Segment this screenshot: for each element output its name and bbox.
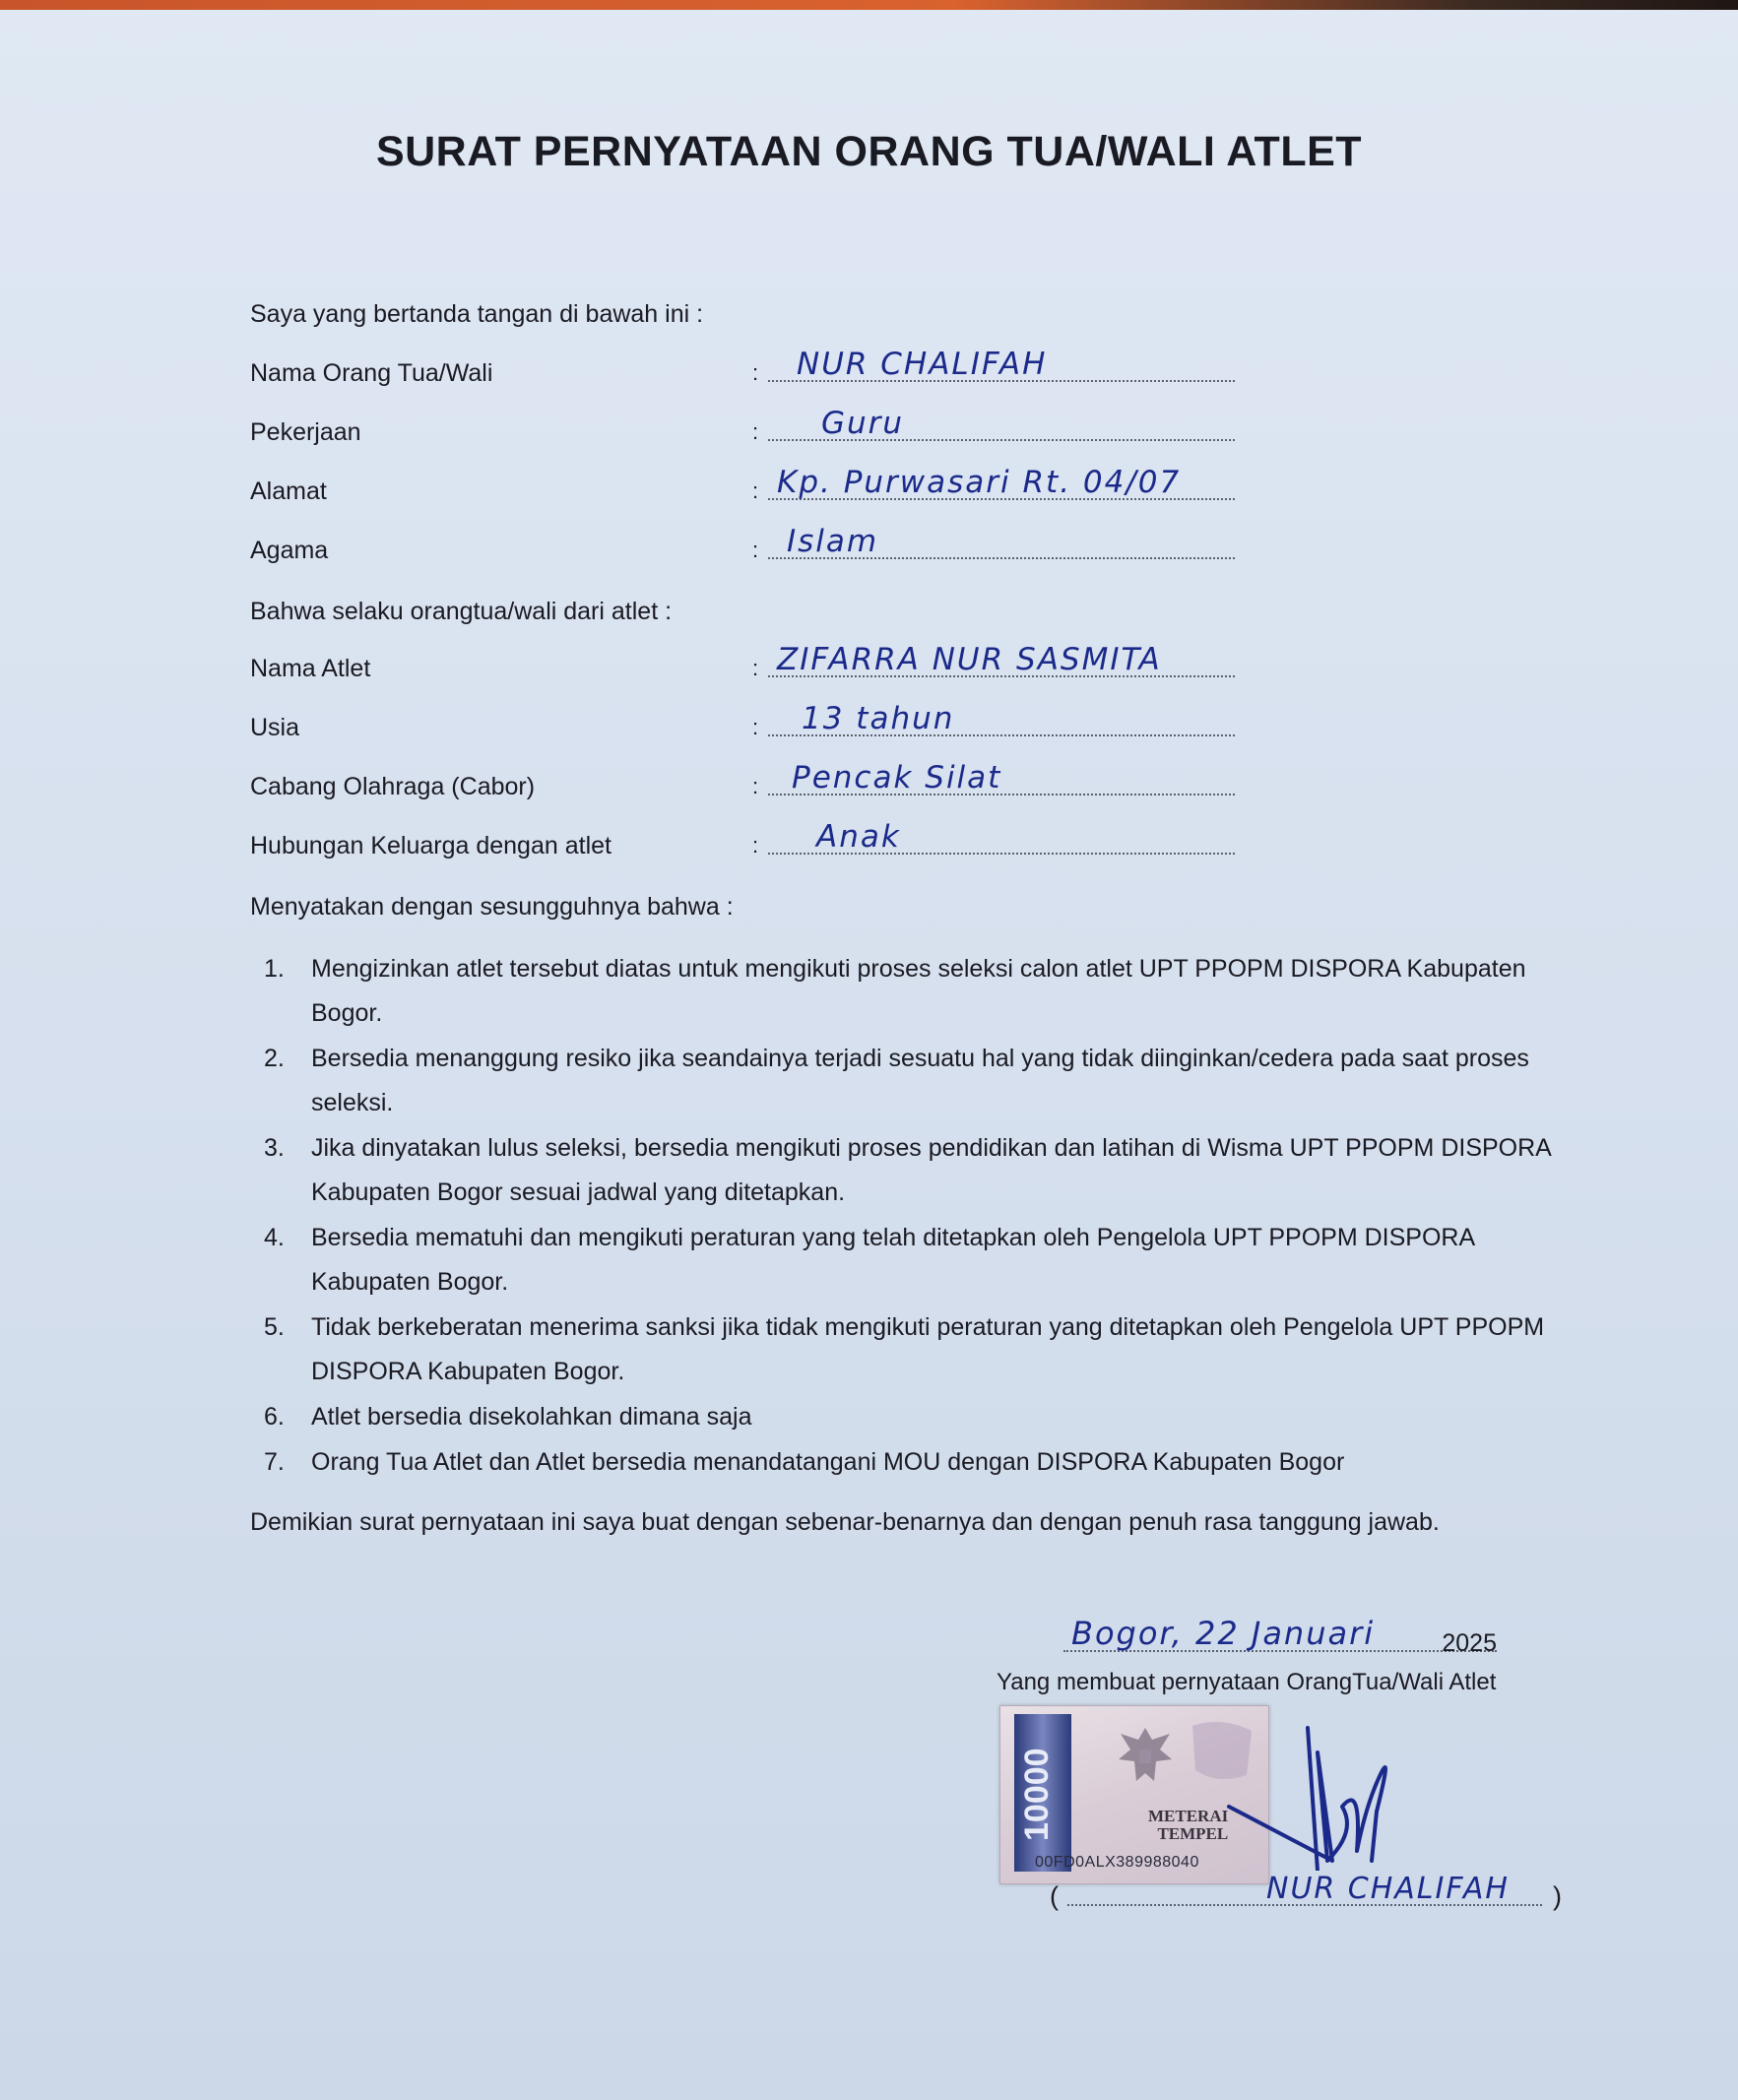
field-value-handwritten: NUR CHALIFAH <box>797 347 1048 382</box>
field-value-handwritten: Guru <box>821 406 905 441</box>
field-label: Usia <box>250 714 300 741</box>
signer-role-text: Yang membuat pernyataan OrangTua/Wali Atlet <box>997 1669 1497 1695</box>
field-row-relationship: Hubungan Keluarga dengan atlet : Anak <box>250 815 1235 864</box>
list-item: 6. Atlet bersedia disekolahkan dimana saja <box>264 1403 752 1431</box>
field-value-handwritten: Pencak Silat <box>792 760 1002 795</box>
field-label: Alamat <box>250 477 327 505</box>
garuda-emblem-icon <box>1111 1720 1180 1799</box>
field-row-age: Usia : 13 tahun <box>250 697 1235 746</box>
signer-name-line: ( NUR CHALIFAH ) <box>1050 1872 1562 1911</box>
field-value-handwritten: 13 tahun <box>802 701 955 736</box>
list-item: 4. Bersedia mematuhi dan mengikuti peraturan yang telah ditetapkan oleh Pengelola UPT PPOPM DISPORA Kabupaten Bogor. <box>264 1224 1474 1296</box>
place-date-handwritten: Bogor, 22 Januari <box>1071 1615 1376 1652</box>
field-value-handwritten: Anak <box>816 819 901 855</box>
field-value-handwritten: Kp. Purwasari Rt. 04/07 <box>777 465 1182 500</box>
handwritten-signature <box>1219 1713 1416 1871</box>
list-item: 2. Bersedia menanggung resiko jika seandainya terjadi sesuatu hal yang tidak diinginkan/cedera pada saat proses seleksi. <box>264 1045 1529 1116</box>
list-item: 7. Orang Tua Atlet dan Atlet bersedia menandatangani MOU dengan DISPORA Kabupaten Bogor <box>264 1448 1345 1476</box>
field-value-handwritten: Islam <box>787 524 879 559</box>
stamp-label: METERAI TEMPEL <box>1148 1807 1229 1843</box>
list-item: 1. Mengizinkan atlet tersebut diatas untuk mengikuti proses seleksi calon atlet UPT PPOPM DISPORA Kabupaten Bogor. <box>264 955 1526 1027</box>
field-row-sport: Cabang Olahraga (Cabor) : Pencak Silat <box>250 756 1235 805</box>
field-row-address: Alamat : Kp. Purwasari Rt. 04/07 <box>250 461 1235 510</box>
field-value-handwritten: ZIFARRA NUR SASMITA <box>777 642 1162 677</box>
field-label: Nama Atlet <box>250 655 371 682</box>
stamp-serial-number: 00FD0ALX389988040 <box>1035 1854 1199 1871</box>
list-item: 3. Jika dinyatakan lulus seleksi, bersedia mengikuti proses pendidikan dan latihan di Wisma UPT PPOPM DISPORA Kabupaten Bogor sesuai jadwal yang ditetapkan. <box>264 1134 1551 1206</box>
field-label: Hubungan Keluarga dengan atlet <box>250 832 612 859</box>
statement-list <box>250 947 1579 1486</box>
field-label: Nama Orang Tua/Wali <box>250 359 493 387</box>
field-label: Agama <box>250 537 329 564</box>
document-title: SURAT PERNYATAAN ORANG TUA/WALI ATLET <box>375 128 1363 175</box>
intro-text: Saya yang bertanda tangan di bawah ini : <box>250 300 704 328</box>
field-row-religion: Agama : Islam <box>250 520 1235 569</box>
field-label: Pekerjaan <box>250 418 361 446</box>
closing-paragraph: Demikian surat pernyataan ini saya buat dengan sebenar-benarnya dan dengan penuh rasa tanggung jawab. <box>250 1508 1440 1536</box>
list-item: 5. Tidak berkeberatan menerima sanksi jika tidak mengikuti peraturan yang ditetapkan oleh Pengelola UPT PPOPM DISPORA Kabupaten Bogor. <box>264 1313 1545 1385</box>
stamp-value: 10000 <box>1018 1748 1056 1842</box>
field-label: Cabang Olahraga (Cabor) <box>250 773 536 800</box>
field-row-occupation: Pekerjaan : Guru <box>250 402 1235 451</box>
statement-intro-text: Menyatakan dengan sesungguhnya bahwa : <box>250 893 734 921</box>
athlete-intro-text: Bahwa selaku orangtua/wali dari atlet : <box>250 598 673 625</box>
document-page <box>0 10 1738 2100</box>
signer-name-handwritten: NUR CHALIFAH <box>1266 1872 1510 1906</box>
date-year: 2025 <box>1442 1629 1497 1657</box>
field-row-parent-name: Nama Orang Tua/Wali : NUR CHALIFAH <box>250 343 1235 392</box>
field-row-athlete-name: Nama Atlet : ZIFARRA NUR SASMITA <box>250 638 1235 687</box>
place-date-line <box>1063 1615 1497 1660</box>
